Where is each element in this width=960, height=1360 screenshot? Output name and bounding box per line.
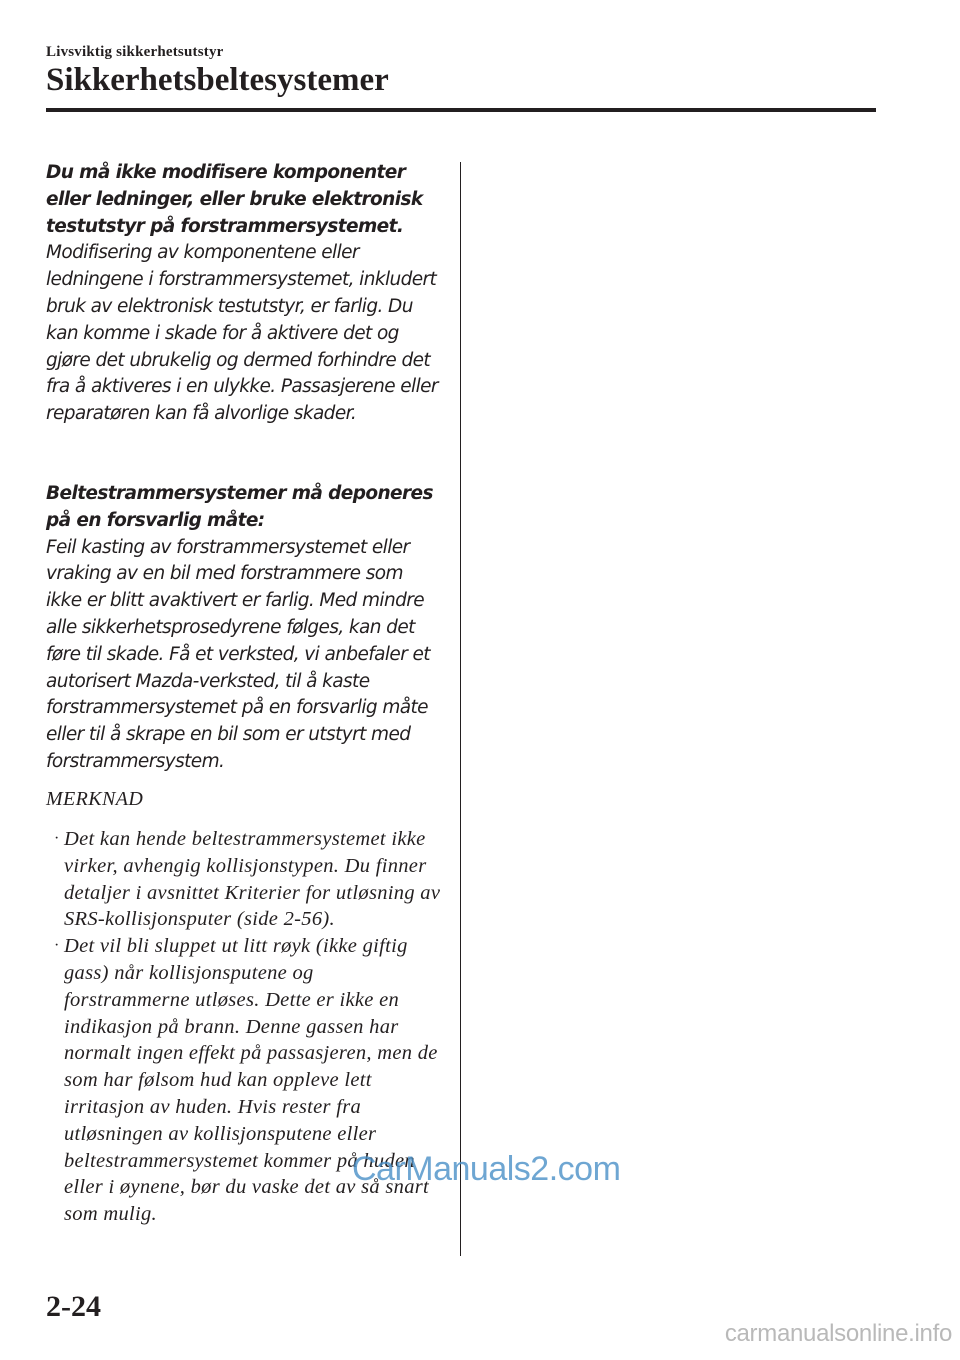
warning-body: Feil kasting av forstrammersystemet eller vraking av en bil med forstrammere som ikke er blitt avaktivert er farlig. Med mindre alle sikkerhetsprosedyrene følges, kan det føre til skade. Få et verksted, vi anbefaler et autorisert Mazda-verksted, til å kaste forstrammersystemet på en forsvarlig måte eller til å skrape en bil som er utstyrt med forstrammersystem. — [46, 536, 430, 772]
section-label: Livsviktig sikkerhetsutstyr — [46, 44, 224, 60]
page-number: 2-24 — [46, 1290, 101, 1323]
bullet-icon: · — [54, 937, 60, 955]
bullet-icon: · — [54, 830, 60, 847]
warning-disposal — [46, 481, 441, 776]
warning-heading: Du må ikke modifisere komponenter eller ledninger, eller bruke elektronisk testutstyr på forstrammersystemet. — [46, 162, 423, 237]
page-title: Sikkerhetsbeltesystemer — [46, 62, 389, 98]
list-item — [46, 826, 441, 933]
warning-body: Modifisering av komponentene eller ledningene i forstrammersystemet, inkludert bruk av elektronisk testutstyr, er farlig. Du kan komme i skade for å aktivere det og gjøre det ubrukelig og dermed forhindre det fra å aktiveres i en ulykke. Passasjerene eller reparatøren kan få alvorlige skader. — [46, 242, 438, 425]
note-text: Det kan hende beltestrammersystemet ikke virker, avhengig kollisjonstypen. Du finner detaljer i avsnittet Kriterier for utløsning av SRS-kollisjonsputer (side 2-56). — [64, 828, 441, 931]
warning-heading: Beltestrammersystemer må deponeres på en forsvarlig måte: — [46, 483, 433, 531]
column-divider — [460, 162, 461, 1256]
warning-modification — [46, 160, 441, 428]
note-label: MERKNAD — [46, 788, 144, 810]
note-text: Det vil bli sluppet ut litt røyk (ikke giftig gass) når kollisjonsputene og forstrammerne utløses. Dette er ikke en indikasjon på brann. Denne gassen har normalt ingen effekt på passasjeren, men de som har følsom hud kan oppleve lett irritasjon av huden. Hvis rester fra utløsningen av kollisjonsputene eller beltestrammersystemet kommer på huden eller i øynene, bør du vaske det av så snart som mulig. — [64, 935, 438, 1226]
watermark-logo: CarManuals2.com — [352, 1150, 621, 1188]
title-rule — [46, 108, 876, 112]
site-watermark: carmanualsonline.info — [724, 1320, 952, 1347]
